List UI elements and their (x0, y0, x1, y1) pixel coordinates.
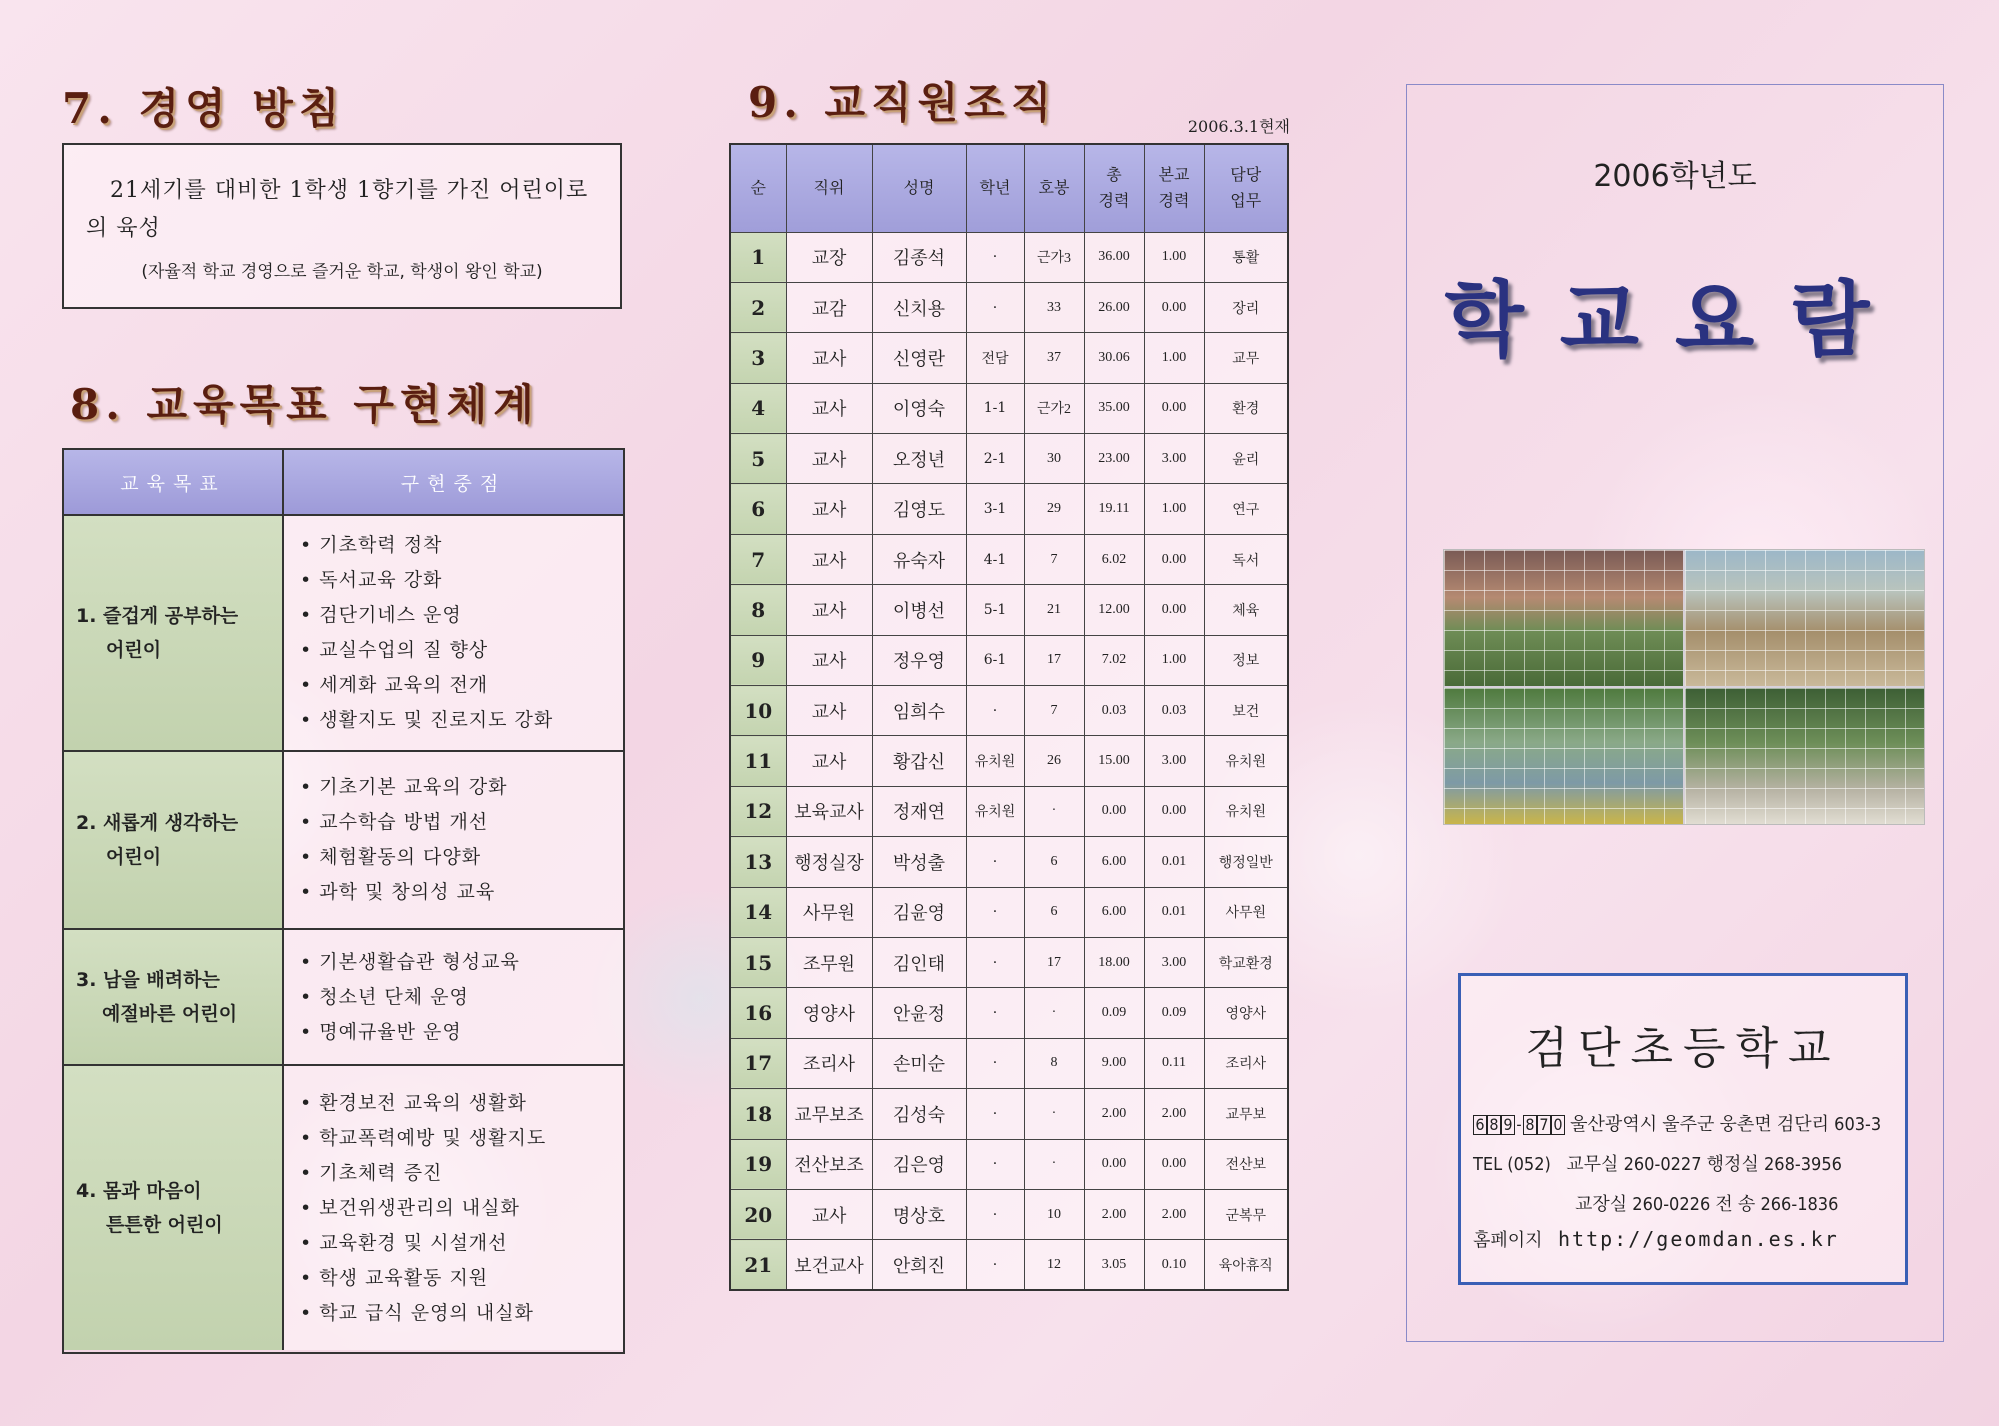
staff-cell: 21 (730, 1240, 786, 1290)
zip-code: 6 8 9 - 8 7 0 (1473, 1114, 1565, 1135)
staff-cell: 3.00 (1144, 434, 1204, 484)
staff-cell: 근가2 (1024, 383, 1084, 433)
staff-cell: 군복무 (1204, 1189, 1288, 1239)
staff-cell: 18 (730, 1089, 786, 1139)
staff-cell: 김은영 (872, 1139, 966, 1189)
address-line (1473, 1110, 1881, 1136)
staff-row (730, 1038, 1288, 1088)
staff-cell: 조무원 (786, 937, 872, 987)
staff-cell: 23.00 (1084, 434, 1144, 484)
staff-cell: 1.00 (1144, 635, 1204, 685)
staff-cell: · (966, 887, 1024, 937)
focus-item: • 학생 교육활동 지원 (300, 1266, 489, 1289)
staff-cell: · (966, 1038, 1024, 1088)
staff-cell: · (1024, 786, 1084, 836)
staff-cell: 연구 (1204, 484, 1288, 534)
staff-cell: 1.00 (1144, 484, 1204, 534)
staff-cell: 신치용 (872, 282, 966, 332)
staff-cell: 17 (1024, 635, 1084, 685)
staff-cell: 20 (730, 1189, 786, 1239)
staff-cell: 황갑신 (872, 736, 966, 786)
focus-item: • 생활지도 및 진로지도 강화 (300, 709, 554, 731)
school-name: 검단초등학교 (1525, 1023, 1841, 1074)
staff-cell: 0.00 (1084, 786, 1144, 836)
goal-name-line1: 2. 새롭게 생각하는 (76, 812, 239, 834)
staff-cell: 6.00 (1084, 837, 1144, 887)
tel-line-2 (1575, 1190, 1838, 1216)
photo-lanterns (1444, 550, 1683, 686)
staff-cell: · (966, 282, 1024, 332)
staff-cell: 0.03 (1084, 686, 1144, 736)
staff-cell: 1-1 (966, 383, 1024, 433)
staff-cell: 6 (1024, 837, 1084, 887)
photo-collage (1443, 549, 1925, 825)
staff-cell: 3.00 (1144, 736, 1204, 786)
staff-cell: 5-1 (966, 585, 1024, 635)
staff-cell: 오정년 (872, 434, 966, 484)
staff-cell: 0.00 (1144, 282, 1204, 332)
staff-cell: 윤리 (1204, 434, 1288, 484)
management-policy-box (62, 143, 622, 309)
section8-title: 8. 교육목표 구현체계 (70, 380, 540, 429)
staff-cell: 16 (730, 988, 786, 1038)
staff-cell: 4-1 (966, 534, 1024, 584)
cover-year: 2006학년도 (1593, 159, 1757, 194)
staff-cell: 교무보조 (786, 1089, 872, 1139)
goal-focus-list (284, 516, 623, 750)
staff-cell: 조리사 (1204, 1038, 1288, 1088)
staff-cell: 10 (1024, 1189, 1084, 1239)
staff-cell: 3.00 (1144, 937, 1204, 987)
staff-cell: 교사 (786, 534, 872, 584)
staff-col-header: 직위 (786, 144, 872, 232)
staff-cell: 교사 (786, 736, 872, 786)
focus-col-header: 구현중점 (400, 472, 507, 495)
staff-cell: 육아휴직 (1204, 1240, 1288, 1290)
section9-title: 9. 교직원조직 (748, 78, 1058, 127)
staff-row (730, 736, 1288, 786)
policy-line1: 21세기를 대비한 1학생 1향기를 가진 어린이로 (110, 178, 589, 203)
goal-row-2 (64, 752, 623, 930)
staff-cell: 0.11 (1144, 1038, 1204, 1088)
staff-row (730, 434, 1288, 484)
staff-cell: 교사 (786, 585, 872, 635)
staff-cell: 13 (730, 837, 786, 887)
staff-cell: 7 (1024, 534, 1084, 584)
staff-cell: 김성숙 (872, 1089, 966, 1139)
school-info-box (1458, 973, 1908, 1285)
staff-cell: 0.01 (1144, 837, 1204, 887)
staff-cell: 교사 (786, 333, 872, 383)
staff-cell: · (966, 988, 1024, 1038)
staff-cell: 박성출 (872, 837, 966, 887)
staff-col-header: 학년 (966, 144, 1024, 232)
staff-cell: 유숙자 (872, 534, 966, 584)
focus-item: • 체험활동의 다양화 (300, 846, 482, 868)
staff-cell: · (966, 1139, 1024, 1189)
section7-title: 7. 경영 방침 (62, 84, 346, 133)
staff-cell: 1.00 (1144, 333, 1204, 383)
staff-cell: 14 (730, 887, 786, 937)
staff-cell: 손미순 (872, 1038, 966, 1088)
staff-cell: 26 (1024, 736, 1084, 786)
cover-title: 학교요람 (1444, 272, 1906, 368)
staff-col-header: 호봉 (1024, 144, 1084, 232)
staff-cell: 11 (730, 736, 786, 786)
staff-cell: 이병선 (872, 585, 966, 635)
staff-cell: 정재연 (872, 786, 966, 836)
staff-cell: 교사 (786, 434, 872, 484)
goal-row-3 (64, 930, 623, 1066)
staff-cell: 정보 (1204, 635, 1288, 685)
staff-cell: 17 (730, 1038, 786, 1088)
staff-cell: 3.05 (1084, 1240, 1144, 1290)
staff-cell: 35.00 (1084, 383, 1144, 433)
staff-cell: 교사 (786, 484, 872, 534)
staff-cell: 독서 (1204, 534, 1288, 584)
homepage-url[interactable]: http://geomdan.es.kr (1558, 1227, 1839, 1251)
staff-cell: 33 (1024, 282, 1084, 332)
goal-focus-list (284, 1066, 623, 1350)
staff-row (730, 383, 1288, 433)
staff-cell: 3-1 (966, 484, 1024, 534)
staff-cell: 30 (1024, 434, 1084, 484)
staff-cell: · (1024, 1089, 1084, 1139)
staff-cell: 교사 (786, 635, 872, 685)
staff-cell: 17 (1024, 937, 1084, 987)
staff-cell: 이영숙 (872, 383, 966, 433)
staff-cell: 정우영 (872, 635, 966, 685)
staff-row (730, 1089, 1288, 1139)
focus-item: • 독서교육 강화 (300, 569, 443, 591)
staff-cell: 6 (1024, 887, 1084, 937)
staff-cell: 2 (730, 282, 786, 332)
staff-table (729, 143, 1289, 1291)
staff-cell: · (1024, 1139, 1084, 1189)
staff-cell: 임희수 (872, 686, 966, 736)
staff-cell: 보육교사 (786, 786, 872, 836)
staff-cell: 체육 (1204, 585, 1288, 635)
staff-row (730, 786, 1288, 836)
staff-row (730, 1139, 1288, 1189)
staff-row (730, 1189, 1288, 1239)
staff-row (730, 988, 1288, 1038)
staff-cell: 보건 (1204, 686, 1288, 736)
staff-row (730, 484, 1288, 534)
staff-cell: 2.00 (1144, 1089, 1204, 1139)
staff-cell: 교사 (786, 1189, 872, 1239)
goal-name (64, 930, 284, 1064)
staff-cell: 2.00 (1084, 1089, 1144, 1139)
goal-name-line1: 4. 몸과 마음이 (76, 1180, 202, 1202)
staff-cell: · (966, 686, 1024, 736)
staff-date: 2006.3.1현재 (1187, 117, 1290, 136)
staff-cell: 7 (1024, 686, 1084, 736)
focus-item: • 청소년 단체 운영 (300, 985, 469, 1008)
staff-cell: 9.00 (1084, 1038, 1144, 1088)
staff-cell: 전담 (966, 333, 1024, 383)
staff-cell: 0.00 (1144, 383, 1204, 433)
focus-item: • 보건위생관리의 내실화 (300, 1196, 520, 1219)
staff-cell: 0.00 (1144, 786, 1204, 836)
goal-name (64, 1066, 284, 1350)
goal-row-1 (64, 516, 623, 752)
staff-cell: 전산보조 (786, 1139, 872, 1189)
staff-row (730, 333, 1288, 383)
staff-cell: 21 (1024, 585, 1084, 635)
staff-row (730, 635, 1288, 685)
staff-row (730, 837, 1288, 887)
staff-cell: 영양사 (1204, 988, 1288, 1038)
goal-focus-list (284, 930, 623, 1064)
staff-cell: 행정실장 (786, 837, 872, 887)
homepage-line (1473, 1226, 1839, 1252)
focus-item: • 기초학력 정착 (300, 534, 443, 556)
staff-cell: 15.00 (1084, 736, 1144, 786)
goal-row-4 (64, 1066, 623, 1350)
goal-name-line2: 튼튼한 어린이 (106, 1214, 223, 1236)
focus-item: • 명예규율반 운영 (300, 1020, 462, 1043)
staff-cell: · (966, 232, 1024, 282)
staff-cell: 2.00 (1144, 1189, 1204, 1239)
cover-panel (1406, 84, 1944, 1342)
staff-cell: 30.06 (1084, 333, 1144, 383)
homepage-label: 홈페이지 (1473, 1230, 1543, 1251)
staff-cell: 전산보 (1204, 1139, 1288, 1189)
staff-cell: 5 (730, 434, 786, 484)
goal-table-header (64, 450, 623, 516)
staff-cell: 교무 (1204, 333, 1288, 383)
staff-cell: · (966, 1189, 1024, 1239)
staff-cell: 보건교사 (786, 1240, 872, 1290)
staff-cell: 교사 (786, 383, 872, 433)
staff-cell: · (966, 1089, 1024, 1139)
staff-cell: 0.09 (1144, 988, 1204, 1038)
tel-numbers-2: 교장실 260-0226 전 송 266-1836 (1575, 1194, 1839, 1215)
focus-item: • 세계화 교육의 전개 (300, 674, 489, 696)
staff-row (730, 937, 1288, 987)
staff-row (730, 534, 1288, 584)
staff-cell: 학교환경 (1204, 937, 1288, 987)
focus-item: • 학교폭력예방 및 생활지도 (300, 1126, 547, 1149)
staff-cell: 1 (730, 232, 786, 282)
goal-name-line2: 예절바른 어린이 (102, 1003, 238, 1025)
staff-cell: 37 (1024, 333, 1084, 383)
staff-cell: 8 (1024, 1038, 1084, 1088)
staff-row (730, 686, 1288, 736)
staff-cell: 안윤정 (872, 988, 966, 1038)
staff-cell: 명상호 (872, 1189, 966, 1239)
staff-cell: 0.09 (1084, 988, 1144, 1038)
focus-item: • 환경보전 교육의 생활화 (300, 1091, 527, 1114)
staff-cell: 조리사 (786, 1038, 872, 1088)
staff-row (730, 887, 1288, 937)
policy-line1b: 의 육성 (86, 216, 161, 241)
staff-cell: 신영란 (872, 333, 966, 383)
goal-focus-list (284, 752, 623, 928)
staff-row (730, 1240, 1288, 1290)
staff-cell: 행정일반 (1204, 837, 1288, 887)
staff-cell: · (966, 937, 1024, 987)
goal-name-line2: 어린이 (106, 846, 162, 868)
goal-name-line1: 3. 남을 배려하는 (76, 969, 220, 991)
staff-cell: 26.00 (1084, 282, 1144, 332)
staff-cell: 6.00 (1084, 887, 1144, 937)
staff-cell: 0.01 (1144, 887, 1204, 937)
staff-cell: 19 (730, 1139, 786, 1189)
staff-cell: 12 (1024, 1240, 1084, 1290)
staff-cell: 교장 (786, 232, 872, 282)
staff-cell: 8 (730, 585, 786, 635)
staff-cell: 유치원 (1204, 736, 1288, 786)
staff-cell: 12.00 (1084, 585, 1144, 635)
staff-cell: 장리 (1204, 282, 1288, 332)
focus-item: • 과학 및 창의성 교육 (300, 881, 496, 903)
staff-cell: 통활 (1204, 232, 1288, 282)
staff-cell: 사무원 (1204, 887, 1288, 937)
staff-cell: 3 (730, 333, 786, 383)
staff-cell: 19.11 (1084, 484, 1144, 534)
staff-cell: 1.00 (1144, 232, 1204, 282)
education-goal-table (62, 448, 625, 1354)
focus-item: • 학교 급식 운영의 내실화 (300, 1301, 534, 1324)
staff-col-header: 담당 업무 (1204, 144, 1288, 232)
staff-cell: 29 (1024, 484, 1084, 534)
staff-cell: 10 (730, 686, 786, 736)
staff-cell: 2-1 (966, 434, 1024, 484)
staff-cell: 0.00 (1144, 534, 1204, 584)
tel-line-1 (1473, 1150, 1842, 1176)
staff-cell: 0.00 (1144, 585, 1204, 635)
staff-cell: 0.03 (1144, 686, 1204, 736)
tel-label: TEL (052) (1473, 1154, 1551, 1175)
staff-cell: 6 (730, 484, 786, 534)
staff-row (730, 232, 1288, 282)
policy-line2: (자율적 학교 경영으로 즐거운 학교, 학생이 왕인 학교) (141, 262, 543, 282)
focus-item: • 기초체력 증진 (300, 1161, 443, 1184)
staff-cell: 근가3 (1024, 232, 1084, 282)
staff-cell: 12 (730, 786, 786, 836)
staff-cell: 김윤영 (872, 887, 966, 937)
staff-cell: 18.00 (1084, 937, 1144, 987)
staff-col-header: 순 (730, 144, 786, 232)
staff-cell: 6-1 (966, 635, 1024, 685)
staff-cell: 2.00 (1084, 1189, 1144, 1239)
goal-name-line2: 어린이 (106, 639, 162, 661)
staff-col-header: 본교 경력 (1144, 144, 1204, 232)
staff-cell: 0.00 (1144, 1139, 1204, 1189)
goal-col-header: 교육목표 (64, 450, 284, 514)
staff-cell: 안희진 (872, 1240, 966, 1290)
staff-col-header: 성명 (872, 144, 966, 232)
staff-cell: 15 (730, 937, 786, 987)
staff-cell: 유치원 (966, 786, 1024, 836)
staff-cell: 0.10 (1144, 1240, 1204, 1290)
staff-col-header: 총 경력 (1084, 144, 1144, 232)
staff-cell: 유치원 (1204, 786, 1288, 836)
goal-name (64, 516, 284, 750)
staff-cell: 7 (730, 534, 786, 584)
staff-cell: · (966, 1240, 1024, 1290)
focus-item: • 기본생활습관 형성교육 (300, 950, 520, 973)
staff-cell: 9 (730, 635, 786, 685)
focus-item: • 검단기네스 운영 (300, 604, 462, 626)
photo-rafting (1444, 688, 1683, 824)
staff-cell: 사무원 (786, 887, 872, 937)
focus-item: • 기초기본 교육의 강화 (300, 776, 508, 798)
staff-cell: 4 (730, 383, 786, 433)
address: 울산광역시 울주군 웅촌면 검단리 603-3 (1570, 1114, 1882, 1135)
staff-cell: 36.00 (1084, 232, 1144, 282)
staff-cell: 교무보 (1204, 1089, 1288, 1139)
staff-cell: 환경 (1204, 383, 1288, 433)
staff-cell: 0.00 (1084, 1139, 1144, 1189)
staff-cell: 김영도 (872, 484, 966, 534)
staff-cell: 유치원 (966, 736, 1024, 786)
staff-cell: 6.02 (1084, 534, 1144, 584)
focus-item: • 교육환경 및 시설개선 (300, 1231, 508, 1254)
staff-cell: 7.02 (1084, 635, 1144, 685)
staff-cell: 교사 (786, 686, 872, 736)
focus-item: • 교수학습 방법 개선 (300, 811, 489, 833)
goal-name-line1: 1. 즐겁게 공부하는 (76, 605, 239, 627)
tel-numbers-1: 교무실 260-0227 행정실 268-3956 (1566, 1154, 1842, 1175)
staff-cell: 김인태 (872, 937, 966, 987)
staff-cell: 교감 (786, 282, 872, 332)
staff-row (730, 282, 1288, 332)
staff-cell: · (1024, 988, 1084, 1038)
staff-cell: 김종석 (872, 232, 966, 282)
staff-cell: · (966, 837, 1024, 887)
goal-name (64, 752, 284, 928)
photo-camp (1685, 688, 1924, 824)
staff-cell: 영양사 (786, 988, 872, 1038)
focus-item: • 교실수업의 질 향상 (300, 639, 489, 661)
photo-outdoor-activity (1685, 550, 1924, 686)
staff-row (730, 585, 1288, 635)
